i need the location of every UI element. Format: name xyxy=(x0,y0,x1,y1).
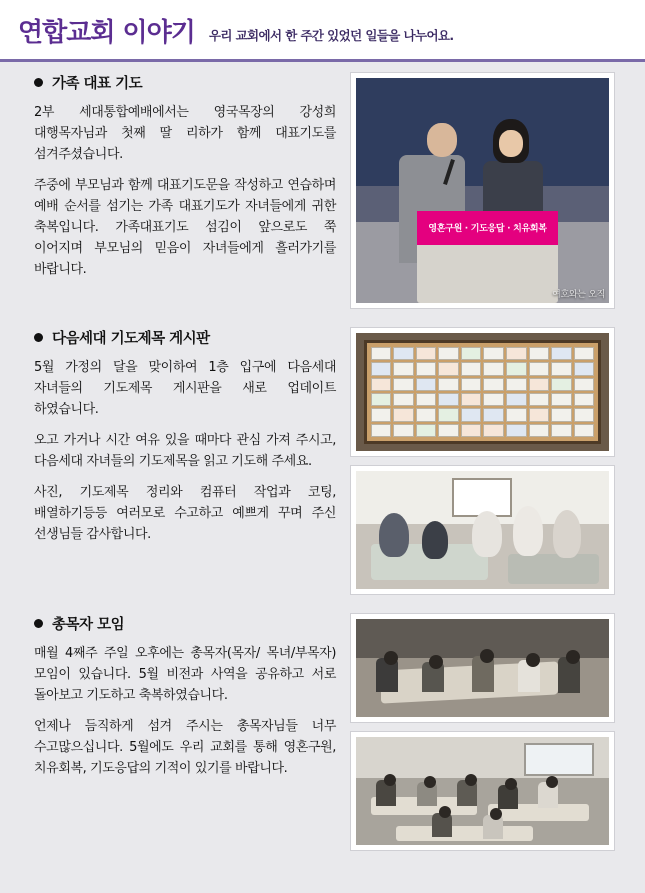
card xyxy=(393,347,414,360)
section-1-media xyxy=(350,72,615,309)
card xyxy=(371,393,392,406)
card xyxy=(393,408,414,421)
photo-caption: 여호와는 오직 xyxy=(552,290,605,300)
section-1-title: 가족 대표 기도 xyxy=(52,76,143,92)
card xyxy=(371,347,392,360)
card xyxy=(483,408,504,421)
card xyxy=(506,393,527,406)
section-3-title: 총목자 모임 xyxy=(52,617,125,633)
card xyxy=(393,378,414,391)
card xyxy=(551,424,572,437)
card xyxy=(393,393,414,406)
card xyxy=(506,424,527,437)
meeting-table xyxy=(396,826,533,841)
card xyxy=(393,424,414,437)
card xyxy=(416,393,437,406)
section-prayer-board xyxy=(14,327,631,595)
card xyxy=(461,378,482,391)
person-head xyxy=(465,774,477,786)
section-1-heading xyxy=(34,72,336,93)
card xyxy=(438,347,459,360)
card xyxy=(416,408,437,421)
card xyxy=(529,424,550,437)
card xyxy=(574,393,595,406)
card xyxy=(551,408,572,421)
photo-frame xyxy=(350,327,615,457)
section-2-title: 다음세대 기도제목 게시판 xyxy=(52,331,210,347)
section-3-heading xyxy=(34,613,336,634)
person-figure xyxy=(472,511,502,557)
person-figure xyxy=(422,521,448,559)
section-2-paragraph-3: 사진, 기도제목 정리와 컴퓨터 작업과 코팅, 배열하기등등 여러모로 수고하고 예쁘게 꾸며 주신 선생님들 감사합니다. xyxy=(34,485,336,542)
prayer-board-photo xyxy=(356,333,609,451)
card xyxy=(371,408,392,421)
card xyxy=(438,408,459,421)
card xyxy=(551,362,572,375)
card xyxy=(506,347,527,360)
section-2-paragraph-1: 5월 가정의 달을 맞이하여 1층 입구에 다음세대 자녀들의 기도제목 게시판을 새로 업데이트 하였습니다. xyxy=(34,360,336,417)
leaders-meeting-photo-1 xyxy=(356,619,609,717)
card xyxy=(438,378,459,391)
card xyxy=(574,378,595,391)
card xyxy=(416,362,437,375)
section-1-paragraph-1: 2부 세대통합예배에서는 영국목장의 강성희 대행목자님과 첫째 딸 리하가 함께 대표기도를 섬겨주셨습니다. xyxy=(34,105,336,162)
content-band xyxy=(0,62,645,893)
card xyxy=(416,424,437,437)
card xyxy=(529,347,550,360)
card xyxy=(483,347,504,360)
card xyxy=(483,362,504,375)
bulletin-board xyxy=(364,340,602,444)
card xyxy=(393,362,414,375)
pulpit-banner xyxy=(417,211,559,245)
bullet-icon xyxy=(34,619,43,628)
section-2-text xyxy=(14,327,336,595)
page-header xyxy=(0,0,645,62)
person-figure xyxy=(379,513,409,557)
section-family-prayer xyxy=(14,72,631,309)
section-2-heading xyxy=(34,327,336,348)
photo-card-grid xyxy=(371,347,595,437)
card xyxy=(506,408,527,421)
card xyxy=(529,378,550,391)
card xyxy=(438,362,459,375)
section-3-text xyxy=(14,613,336,851)
adult-head xyxy=(427,123,457,157)
work-table-secondary xyxy=(508,554,599,585)
card xyxy=(551,378,572,391)
section-1-paragraph-2: 주중에 부모님과 함께 대표기도문을 작성하고 연습하며 예배 순서를 섬기는 가족 대표기도가 자녀들에게 귀한 축복입니다. 가족대표기도 섬김이 앞으로도 쭉 이어지며 부모님의 믿음이 자녀들에게 흘러가기를 바랍니다. xyxy=(34,178,336,277)
child-head xyxy=(499,130,523,157)
bullet-icon xyxy=(34,333,43,342)
family-prayer-photo xyxy=(356,78,609,303)
bullet-icon xyxy=(34,78,43,87)
person-head xyxy=(526,653,540,667)
card xyxy=(416,347,437,360)
person-figure xyxy=(513,506,543,556)
section-2-paragraph-2: 오고 가거나 시간 여유 있을 때마다 관심 가져 주시고, 다음세대 자녀들의 기도제목을 읽고 기도해 주세요. xyxy=(34,433,336,469)
page-subtitle: 우리 교회에서 한 주간 있었던 일들을 나누어요. xyxy=(208,28,454,43)
section-2-media xyxy=(350,327,615,595)
photo-frame xyxy=(350,731,615,851)
card xyxy=(574,408,595,421)
card xyxy=(461,393,482,406)
page-title: 연합교회 이야기 xyxy=(18,18,195,48)
card xyxy=(483,378,504,391)
card xyxy=(371,378,392,391)
section-1-text xyxy=(14,72,336,309)
card xyxy=(438,424,459,437)
leaders-meeting-photo-2 xyxy=(356,737,609,845)
person-figure xyxy=(553,510,581,558)
window xyxy=(524,743,594,775)
card xyxy=(461,347,482,360)
card xyxy=(461,362,482,375)
card xyxy=(529,393,550,406)
card xyxy=(551,393,572,406)
card xyxy=(371,424,392,437)
card xyxy=(371,362,392,375)
section-3-media xyxy=(350,613,615,851)
person-head xyxy=(384,774,396,786)
card xyxy=(574,424,595,437)
card xyxy=(438,393,459,406)
card xyxy=(529,408,550,421)
card xyxy=(529,362,550,375)
section-3-paragraph-2: 언제나 듬직하게 섬겨 주시는 총목자님들 너무 수고많으십니다. 5월에도 우리 교회를 통해 영혼구원, 치유회복, 기도응답의 기적이 있기를 바랍니다. xyxy=(34,719,336,776)
photo-frame xyxy=(350,72,615,309)
card xyxy=(416,378,437,391)
card xyxy=(506,362,527,375)
card xyxy=(551,347,572,360)
photo-frame xyxy=(350,465,615,595)
card xyxy=(574,347,595,360)
card xyxy=(483,424,504,437)
photo-frame xyxy=(350,613,615,723)
pulpit-banner-text: 영혼구원 · 기도응답 · 치유회복 xyxy=(428,224,547,235)
section-leaders-meeting xyxy=(14,613,631,851)
person-head xyxy=(546,776,558,788)
card xyxy=(574,362,595,375)
card xyxy=(461,424,482,437)
card xyxy=(506,378,527,391)
card xyxy=(483,393,504,406)
volunteers-working-photo xyxy=(356,471,609,589)
section-3-paragraph-1: 매월 4째주 주일 오후에는 총목자(목자/ 목녀/부목자) 모임이 있습니다. 5월 비전과 사역을 공유하고 서로 돌아보고 기도하고 축복하였습니다. xyxy=(34,646,336,703)
card xyxy=(461,408,482,421)
